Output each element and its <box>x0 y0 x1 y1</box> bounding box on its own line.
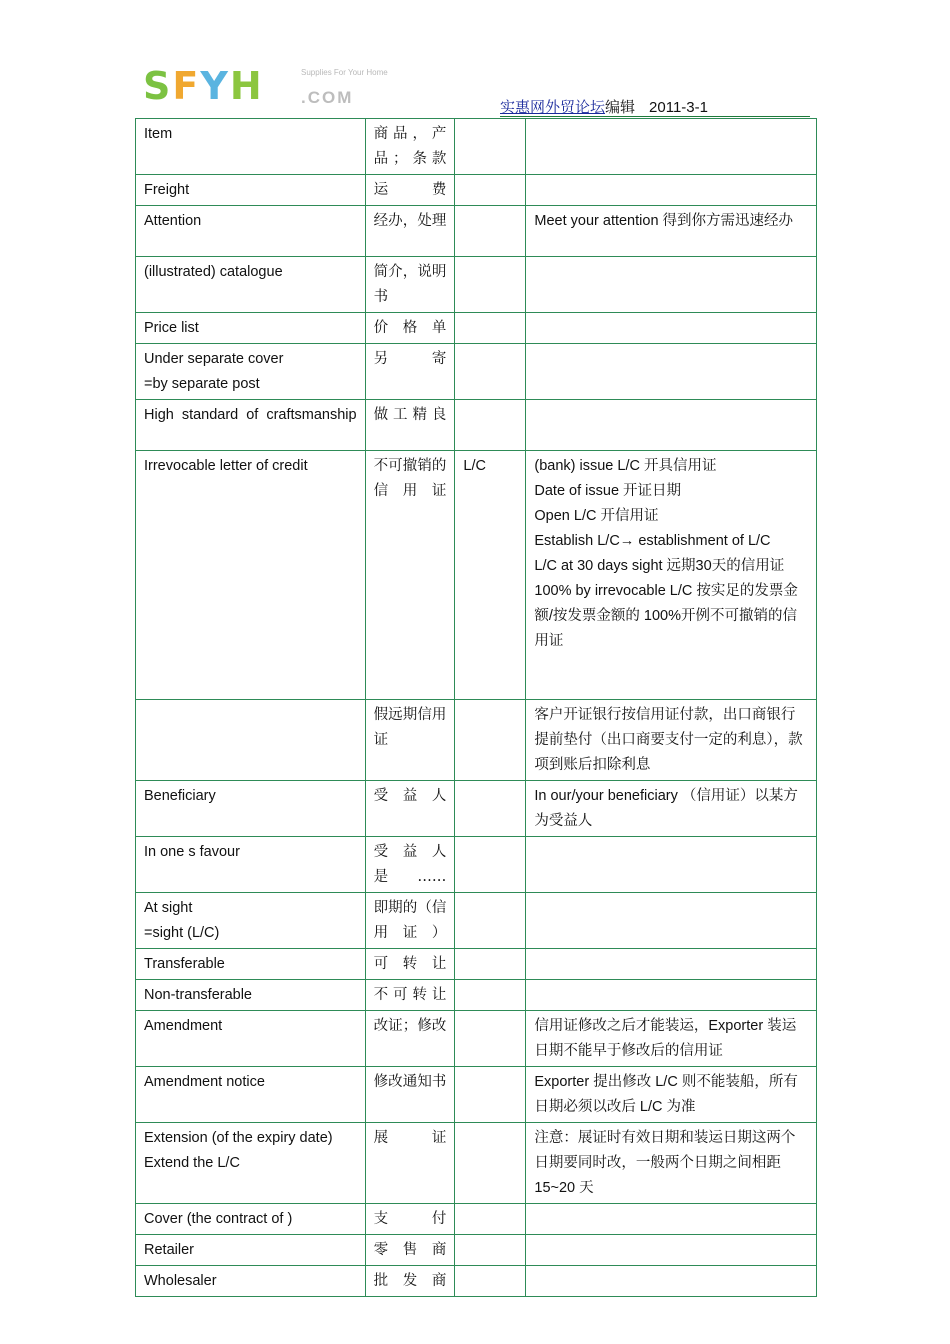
meaning-cell: 零售商 <box>365 1235 455 1266</box>
note-line: 100% by irrevocable L/C 按实足的发票金额/按发票金额的 100%开例不可撤销的信用证 <box>534 583 798 649</box>
table-row <box>136 451 817 700</box>
logo-letter: F <box>172 64 201 108</box>
term-line: =by separate post <box>144 376 260 392</box>
note-cell <box>526 837 817 893</box>
note-cell: 信用证修改之后才能装运，Exporter 装运日期不能早于修改后的信用证 <box>526 1011 817 1067</box>
abbr-cell <box>455 206 526 257</box>
note-cell: Meet your attention 得到你方需迅速经办 <box>526 206 817 257</box>
abbr-cell <box>455 980 526 1011</box>
meaning-cell: 受益人是…… <box>365 837 455 893</box>
table-row <box>136 1266 817 1297</box>
abbr-cell <box>455 1235 526 1266</box>
term-cell: Non-transferable <box>136 980 366 1011</box>
meaning-cell: 展证 <box>365 1123 455 1204</box>
note-cell: 注意：展证时有效日期和装运日期这两个日期要同时改，一般两个日期之间相距 15~20 天 <box>526 1123 817 1204</box>
meaning-cell: 批发商 <box>365 1266 455 1297</box>
meaning-cell: 支付 <box>365 1204 455 1235</box>
table-row <box>136 700 817 781</box>
term-line: =sight (L/C) <box>144 925 220 941</box>
note-cell: 客户开证银行按信用证付款，出口商银行提前垫付（出口商要支付一定的利息），款项到账后扣除利息 <box>526 700 817 781</box>
table-row <box>136 344 817 400</box>
table-row <box>136 949 817 980</box>
abbr-cell <box>455 893 526 949</box>
term-cell: Amendment <box>136 1011 366 1067</box>
meaning-cell: 受益人 <box>365 781 455 837</box>
site-logo <box>143 64 388 108</box>
term-cell: Amendment notice <box>136 1067 366 1123</box>
term-cell: Cover (the contract of ) <box>136 1204 366 1235</box>
term-cell: (illustrated) catalogue <box>136 257 366 313</box>
note-cell <box>526 1235 817 1266</box>
logo-letter: S <box>143 64 173 108</box>
term-cell <box>136 1123 366 1204</box>
term-cell: In one s favour <box>136 837 366 893</box>
abbr-cell <box>455 400 526 451</box>
term-cell: Transferable <box>136 949 366 980</box>
term-cell: Price list <box>136 313 366 344</box>
note-cell <box>526 949 817 980</box>
abbr-cell <box>455 1266 526 1297</box>
meaning-cell: 即期的（信用证） <box>365 893 455 949</box>
meaning-cell: 做工精良 <box>365 400 455 451</box>
table-row <box>136 1235 817 1266</box>
logo-letter: Y <box>200 64 230 108</box>
table-row <box>136 1204 817 1235</box>
abbr-cell: L/C <box>455 451 526 700</box>
abbr-cell <box>455 700 526 781</box>
note-cell <box>526 175 817 206</box>
term-cell: Attention <box>136 206 366 257</box>
meaning-cell: 可转让 <box>365 949 455 980</box>
note-cell <box>526 313 817 344</box>
abbr-cell <box>455 949 526 980</box>
table-row <box>136 257 817 313</box>
abbr-cell <box>455 781 526 837</box>
meaning-cell: 不可撤销的信用证 <box>365 451 455 700</box>
note-line: Date of issue 开证日期 <box>534 483 682 499</box>
meaning-cell: 商品，产品；条款 <box>365 119 455 175</box>
term-cell <box>136 893 366 949</box>
term-cell <box>136 344 366 400</box>
glossary-body <box>136 119 817 1297</box>
term-line: At sight <box>144 900 193 916</box>
meaning-cell: 经办，处理 <box>365 206 455 257</box>
note-cell: In our/your beneficiary （信用证）以某方为受益人 <box>526 781 817 837</box>
note-cell <box>526 119 817 175</box>
abbr-cell <box>455 175 526 206</box>
meaning-cell: 价格单 <box>365 313 455 344</box>
abbr-cell <box>455 257 526 313</box>
meaning-cell: 不可转让 <box>365 980 455 1011</box>
header-date: 2011-3-1 <box>649 99 708 116</box>
logo-letter: H <box>229 64 264 108</box>
term-cell: Irrevocable letter of credit <box>136 451 366 700</box>
abbr-cell <box>455 313 526 344</box>
logo-wordmark <box>143 64 264 108</box>
editor-label: 编辑 <box>605 98 636 116</box>
note-line: (bank) issue L/C 开具信用证 <box>534 458 717 474</box>
meaning-cell: 运费 <box>365 175 455 206</box>
note-cell <box>526 344 817 400</box>
logo-tagline: Supplies For Your Home <box>301 68 388 77</box>
term-cell: Retailer <box>136 1235 366 1266</box>
note-cell <box>526 451 817 700</box>
table-row <box>136 1123 817 1204</box>
note-cell <box>526 1204 817 1235</box>
table-row <box>136 175 817 206</box>
term-cell: Beneficiary <box>136 781 366 837</box>
note-cell <box>526 893 817 949</box>
term-cell: Item <box>136 119 366 175</box>
abbr-cell <box>455 344 526 400</box>
table-row <box>136 893 817 949</box>
term-line: Under separate cover <box>144 351 284 367</box>
note-cell <box>526 400 817 451</box>
table-row <box>136 313 817 344</box>
logo-domain: .COM <box>301 88 354 107</box>
table-row <box>136 781 817 837</box>
meaning-cell: 假远期信用证 <box>365 700 455 781</box>
note-cell <box>526 980 817 1011</box>
table-row <box>136 119 817 175</box>
abbr-cell <box>455 119 526 175</box>
term-cell: Freight <box>136 175 366 206</box>
abbr-cell <box>455 1204 526 1235</box>
meaning-cell: 另寄 <box>365 344 455 400</box>
table-row <box>136 1011 817 1067</box>
table-row <box>136 206 817 257</box>
table-row <box>136 400 817 451</box>
note-cell <box>526 1266 817 1297</box>
meaning-cell: 修改通知书 <box>365 1067 455 1123</box>
abbr-cell <box>455 1011 526 1067</box>
note-cell <box>526 257 817 313</box>
term-line: Extend the L/C <box>144 1155 240 1171</box>
meaning-cell: 简介，说明书 <box>365 257 455 313</box>
page-header <box>500 96 708 117</box>
table-row <box>136 837 817 893</box>
term-cell: Wholesaler <box>136 1266 366 1297</box>
abbr-cell <box>455 1067 526 1123</box>
abbr-cell <box>455 837 526 893</box>
table-row <box>136 1067 817 1123</box>
meaning-cell: 改证；修改 <box>365 1011 455 1067</box>
note-line: L/C at 30 days sight 远期30天的信用证 <box>534 558 785 574</box>
term-line: Extension (of the expiry date) <box>144 1130 333 1146</box>
table-row <box>136 980 817 1011</box>
note-line: Open L/C 开信用证 <box>534 508 659 524</box>
abbr-cell <box>455 1123 526 1204</box>
forum-link[interactable]: 实惠网外贸论坛 <box>500 98 606 116</box>
header-divider <box>500 116 810 117</box>
note-cell: Exporter 提出修改 L/C 则不能装船，所有日期必须以改后 L/C 为准 <box>526 1067 817 1123</box>
term-cell: High standard of craftsmanship <box>136 400 366 451</box>
term-cell <box>136 700 366 781</box>
note-line: Establish L/C→ establishment of L/C <box>534 533 771 549</box>
glossary-table <box>135 118 817 1297</box>
